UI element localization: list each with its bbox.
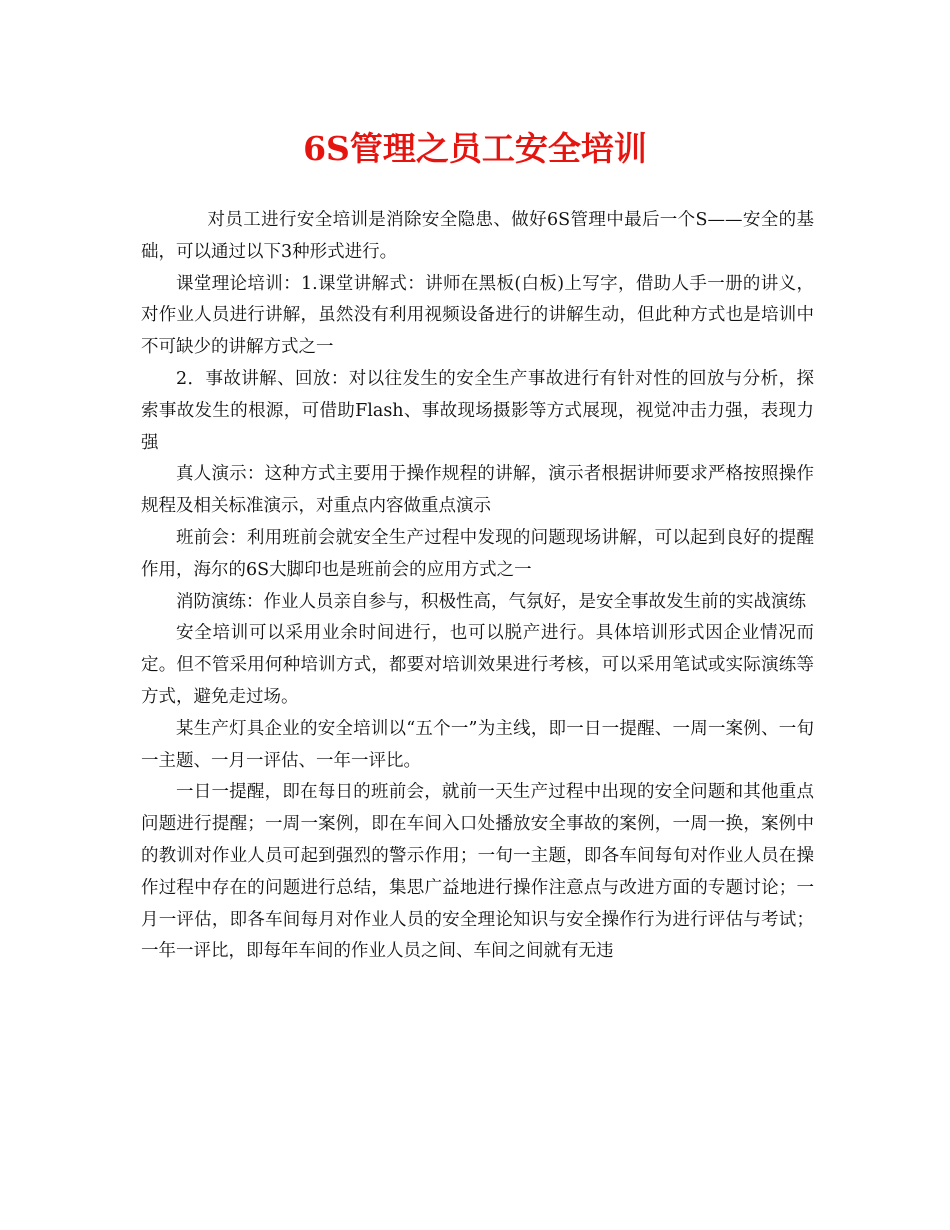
paragraph-pre-shift-meeting: 班前会：利用班前会就安全生产过程中发现的问题现场讲解，可以起到良好的提醒作用，海尔的6S大脚印也是班前会的应用方式之一 [141,527,814,580]
page-title: 6S管理之员工安全培训 [303,129,647,168]
paragraph-live-demo: 真人演示：这种方式主要用于操作规程的讲解，演示者根据讲师要求严格按照操作规程及相关标准演示，对重点内容做重点演示 [141,464,814,517]
paragraph-intro: 对员工进行安全培训是消除安全隐患、做好6S管理中最后一个S——安全的基础，可以通过以下3种形式进行。 [141,210,814,262]
paragraph-fire-drill: 消防演练：作业人员亲自参与，积极性高，气氛好，是安全事故发生前的实战演练 [176,591,806,612]
paragraph-five-ones-detail: 一日一提醒，即在每日的班前会，就前一天生产过程中出现的安全问题和其他重点问题进行提醒；一周一案例，即在车间入口处播放安全事故的案例，一周一换，案例中的教训对作业人员可起到强烈的警示作用；一旬一主题，即各车间每旬对作业人员在操作过程中存在的问题进行总结，集思广益地进行操作注意点与改进方面的专题讨论；一月一评估，即各车间每月对作业人员的安全理论知识与安全操作行为进行评估与考试；一年一评比，即每年车间的作业人员之间、车间之间就有无违 [141,782,814,962]
paragraph-classroom-training: 课堂理论培训：1.课堂讲解式：讲师在黑板(白板)上写字，借助人手一册的讲义，对作业人员进行讲解，虽然没有利用视频设备进行的讲解生动，但此种方式也是培训中不可缺少的讲解方式之一 [141,273,814,358]
document-body [141,205,814,968]
paragraph-accident-review: 2．事故讲解、回放：对以往发生的安全生产事故进行有针对性的回放与分析，探索事故发生的根源，可借助Flash、事故现场摄影等方式展现，视觉冲击力强，表现力强 [141,368,814,453]
paragraph-training-time: 安全培训可以采用业余时间进行，也可以脱产进行。具体培训形式因企业情况而定。但不管采用何种培训方式，都要对培训效果进行考核，可以采用笔试或实际演练等方式，避免走过场。 [141,623,814,707]
paragraph-five-ones: 某生产灯具企业的安全培训以“五个一”为主线，即一日一提醒、一周一案例、一旬一主题、一月一评估、一年一评比。 [141,718,814,771]
